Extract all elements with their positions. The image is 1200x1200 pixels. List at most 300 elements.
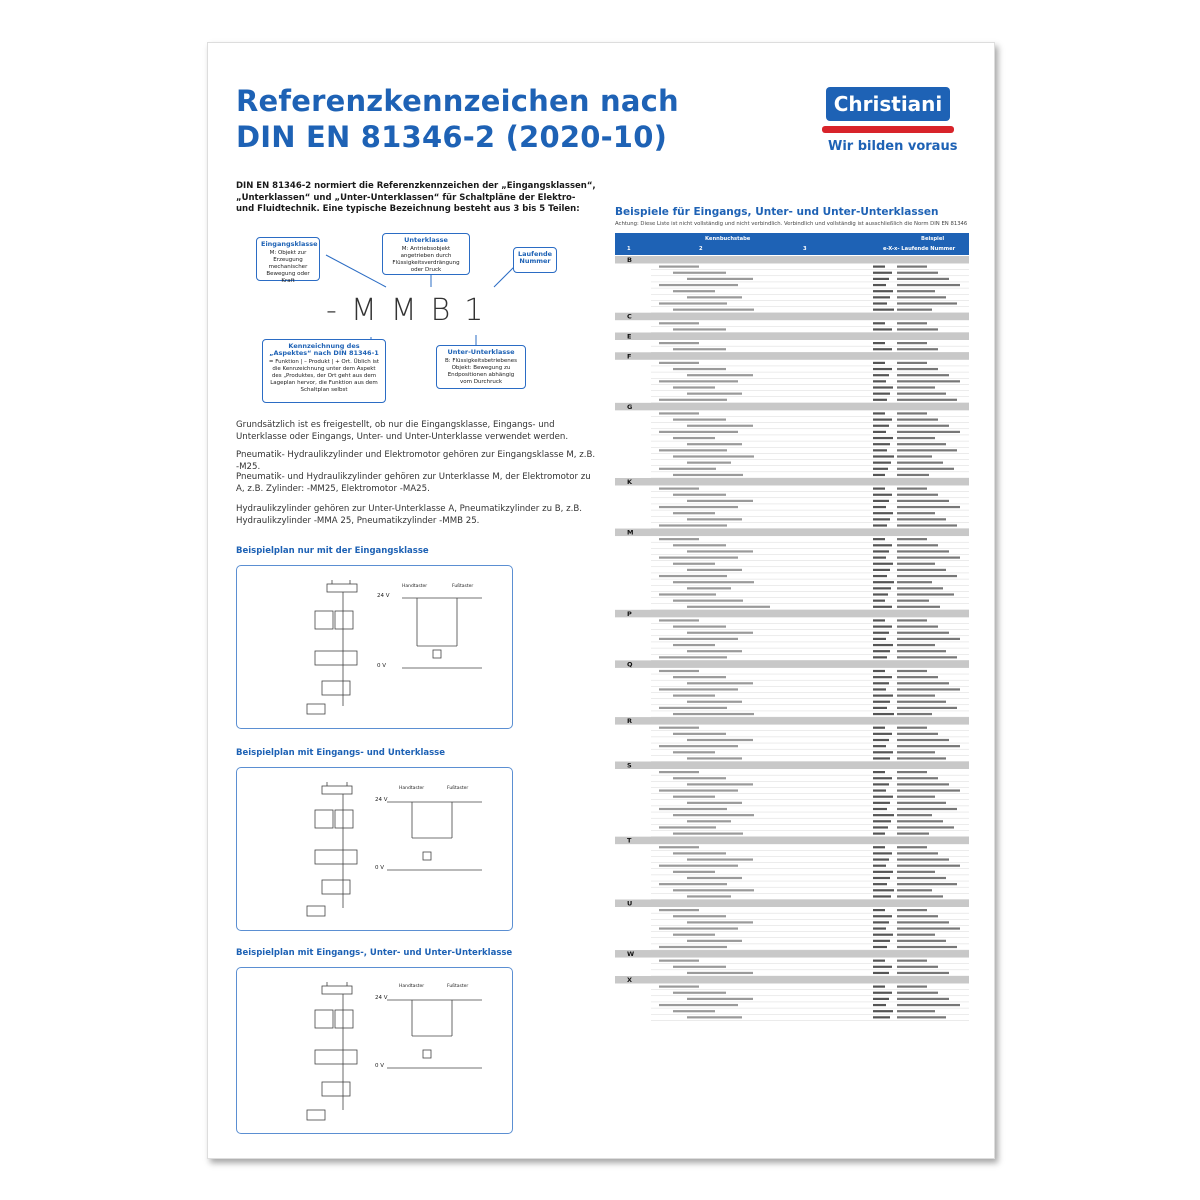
row-text-placeholder [687,998,753,1000]
row-code-placeholder [873,707,887,709]
row-example-placeholder [897,322,927,324]
row-example-placeholder [897,966,938,968]
row-code-placeholder [873,437,893,439]
section-band [615,352,969,360]
row-code-placeholder [873,606,892,608]
row-code-placeholder [873,581,894,583]
row-code-placeholder [873,739,889,741]
row-example-placeholder [897,393,946,395]
row-text-placeholder [687,877,742,879]
head-beispiel: Beispiel [921,236,945,242]
section-band [615,529,969,537]
row-code-placeholder [873,796,893,798]
row-example-placeholder [897,462,943,464]
row-text-placeholder [673,272,726,274]
row-code-placeholder [873,266,885,268]
plan-diagram-2 [236,767,513,931]
laufende-nummer-box: Laufende Nummer [513,247,557,273]
row-code-placeholder [873,328,892,330]
row-text-placeholder [659,619,699,621]
row-example-placeholder [897,296,946,298]
row-code-placeholder [873,946,887,948]
row-code-placeholder [873,600,885,602]
row-code-placeholder [873,455,894,457]
row-example-placeholder [897,518,946,520]
row-code-placeholder [873,889,894,891]
row-text-placeholder [687,632,753,634]
row-text-placeholder [687,518,742,520]
section-band [615,610,969,618]
row-code-placeholder [873,632,889,634]
row-example-placeholder [897,796,935,798]
row-example-placeholder [897,550,949,552]
row-example-placeholder [897,443,946,445]
head-beispiel-sub: e-X-x- Laufende Nummer [883,246,956,252]
row-code-placeholder [873,626,892,628]
row-code-placeholder [873,934,893,936]
row-text-placeholder [687,650,742,652]
row-code-placeholder [873,563,893,565]
reference-code: -MMB1 [326,293,498,328]
row-code-placeholder [873,808,887,810]
row-text-placeholder [673,600,743,602]
intro-text: DIN EN 81346-2 normiert die Referenzkennzeichen der „Eingangsklassen“, „Unterklassen“ und „Unter-Unterklassen“ für Schaltpläne der Elektro- und Fluidtechnik. Eine typische Bezeichnung besteht aus 3 bis 5 Teilen: [236,181,596,214]
row-text-placeholder [673,512,715,514]
row-example-placeholder [897,342,927,344]
row-example-placeholder [897,877,946,879]
plan3-voltage-top: 24 V [375,995,388,1001]
row-example-placeholder [897,802,946,804]
row-example-placeholder [897,707,957,709]
row-code-placeholder [873,727,885,729]
row-code-placeholder [873,619,885,621]
row-text-placeholder [659,431,738,433]
row-text-placeholder [659,909,699,911]
row-text-placeholder [687,425,753,427]
row-code-placeholder [873,927,886,929]
row-text-placeholder [673,368,726,370]
row-example-placeholder [897,946,957,948]
row-text-placeholder [659,488,699,490]
row-text-placeholder [659,524,727,526]
row-example-placeholder [897,650,946,652]
head-col-2: 2 [699,246,703,252]
section-band [615,256,969,264]
row-example-placeholder [897,909,927,911]
row-text-placeholder [687,858,753,860]
section-band [615,313,969,321]
section-band [615,717,969,725]
plan3-voltage-bottom: 0 V [375,1063,385,1069]
row-code-placeholder [873,284,886,286]
row-code-placeholder [873,393,890,395]
row-code-placeholder [873,921,889,923]
row-example-placeholder [897,309,932,311]
row-text-placeholder [659,846,699,848]
row-example-placeholder [897,425,949,427]
row-code-placeholder [873,695,893,697]
row-text-placeholder [659,399,727,401]
row-text-placeholder [673,644,715,646]
row-code-placeholder [873,986,885,988]
row-example-placeholder [897,1016,946,1018]
row-text-placeholder [673,309,754,311]
row-example-placeholder [897,670,927,672]
row-example-placeholder [897,846,927,848]
row-example-placeholder [897,927,960,929]
row-code-placeholder [873,278,889,280]
row-text-placeholder [673,290,715,292]
christiani-logo: Christiani [826,87,950,121]
row-text-placeholder [659,688,738,690]
section-band [615,333,969,341]
head-col-3: 3 [803,246,807,252]
row-text-placeholder [687,701,742,703]
row-example-placeholder [897,921,949,923]
row-text-placeholder [673,581,754,583]
row-example-placeholder [897,290,935,292]
row-example-placeholder [897,638,960,640]
row-text-placeholder [659,1004,738,1006]
row-text-placeholder [687,443,742,445]
table-heading: Beispiele für Eingangs, Unter- und Unter-Unterklassen [615,206,939,218]
row-code-placeholder [873,462,891,464]
row-text-placeholder [673,733,726,735]
row-code-placeholder [873,524,887,526]
plan2-voltage-bottom: 0 V [375,865,385,871]
row-example-placeholder [897,656,957,658]
row-example-placeholder [897,606,940,608]
row-code-placeholder [873,777,892,779]
row-text-placeholder [659,826,716,828]
row-code-placeholder [873,650,890,652]
row-text-placeholder [673,676,726,678]
section-letter: C [627,312,632,321]
eingangsklasse-box: Eingangsklasse M: Objekt zur Erzeugung mechanischer Bewegung oder Kraft [256,237,320,281]
row-code-placeholder [873,488,885,490]
row-example-placeholder [897,494,938,496]
logo-stripe [822,126,954,133]
row-code-placeholder [873,972,889,974]
head-col-1: 1 [627,246,631,252]
row-example-placeholder [897,500,949,502]
paragraph-3: Pneumatik- und Hydraulikzylinder gehören zur Unterklasse M, der Elektromotor zu A, z.B. Zylinder: -MM25, Elektromotor -MA25. [236,472,591,494]
section-band [615,837,969,845]
row-code-placeholder [873,368,892,370]
row-example-placeholder [897,328,938,330]
row-code-placeholder [873,309,894,311]
row-example-placeholder [897,449,957,451]
row-text-placeholder [687,296,742,298]
row-code-placeholder [873,302,887,304]
row-code-placeholder [873,852,892,854]
section-band [615,950,969,958]
row-example-placeholder [897,538,927,540]
row-code-placeholder [873,431,886,433]
row-text-placeholder [687,1016,742,1018]
row-text-placeholder [673,915,726,917]
row-text-placeholder [673,852,726,854]
row-example-placeholder [897,986,927,988]
row-code-placeholder [873,593,888,595]
row-text-placeholder [687,393,742,395]
row-code-placeholder [873,399,887,401]
row-text-placeholder [687,374,753,376]
row-example-placeholder [897,386,935,388]
row-example-placeholder [897,883,957,885]
section-letter: W [627,950,635,959]
section-letter: M [627,528,634,537]
row-code-placeholder [873,272,892,274]
row-code-placeholder [873,877,890,879]
plan1-col2: Fußtaster [452,584,474,589]
row-example-placeholder [897,284,960,286]
row-text-placeholder [659,302,727,304]
row-text-placeholder [687,462,731,464]
row-example-placeholder [897,524,957,526]
section-letter: Q [627,660,633,669]
row-code-placeholder [873,474,885,476]
row-code-placeholder [873,757,890,759]
unter-unterklasse-box: Unter-Unterklasse B: Flüssigkeitsbetriebenes Objekt: Bewegung zu Endpositionen abhängig vom Durchruck [436,345,526,389]
head-kennbuchstabe: Kennbuchstabe [705,236,751,242]
row-example-placeholder [897,512,935,514]
row-example-placeholder [897,789,960,791]
table-note: Achtung: Diese Liste ist nicht vollständig und nicht verbindlich. Verbindlich und vollständig ist ausschließlich die Norm DIN EN 81346 [615,221,968,227]
plan-heading-1: Beispielplan nur mit der Eingangsklasse [236,546,429,556]
row-code-placeholder [873,682,889,684]
row-code-placeholder [873,386,893,388]
plan1-col1: Handtaster [402,584,428,589]
row-text-placeholder [673,751,715,753]
row-text-placeholder [687,278,753,280]
row-code-placeholder [873,348,892,350]
row-text-placeholder [687,820,731,822]
row-example-placeholder [897,972,949,974]
row-text-placeholder [673,992,726,994]
row-text-placeholder [673,695,715,697]
row-example-placeholder [897,302,957,304]
row-example-placeholder [897,751,935,753]
plan1-voltage-top: 24 V [377,593,390,599]
row-example-placeholder [897,557,960,559]
row-code-placeholder [873,1010,893,1012]
section-band [615,762,969,770]
row-example-placeholder [897,626,938,628]
row-code-placeholder [873,998,889,1000]
row-text-placeholder [673,626,726,628]
row-code-placeholder [873,826,888,828]
row-text-placeholder [659,322,699,324]
row-code-placeholder [873,425,889,427]
row-code-placeholder [873,550,889,552]
row-example-placeholder [897,934,935,936]
section-band [615,478,969,486]
row-text-placeholder [659,670,699,672]
row-text-placeholder [687,550,753,552]
row-text-placeholder [687,606,770,608]
row-text-placeholder [659,946,727,948]
row-text-placeholder [687,940,742,942]
row-code-placeholder [873,814,894,816]
row-text-placeholder [687,739,753,741]
row-example-placeholder [897,998,949,1000]
plan3-col1: Handtaster [399,984,425,989]
row-example-placeholder [897,348,938,350]
plan3-col2: Fußtaster [447,984,469,989]
section-letter: K [627,478,633,486]
row-example-placeholder [897,593,954,595]
row-example-placeholder [897,468,954,470]
row-code-placeholder [873,342,885,344]
row-text-placeholder [673,796,715,798]
section-letter: X [627,976,633,984]
row-example-placeholder [897,695,935,697]
row-code-placeholder [873,656,887,658]
row-example-placeholder [897,272,938,274]
row-code-placeholder [873,833,885,835]
row-example-placeholder [897,757,946,759]
row-code-placeholder [873,500,889,502]
row-text-placeholder [673,419,726,421]
row-code-placeholder [873,871,893,873]
row-code-placeholder [873,512,893,514]
row-text-placeholder [659,362,699,364]
row-code-placeholder [873,518,890,520]
page-title: Referenzkennzeichen nach DIN EN 81346-2 (2020-10) [236,84,679,154]
section-letter: P [627,609,632,618]
row-text-placeholder [659,538,699,540]
row-code-placeholder [873,638,886,640]
row-text-placeholder [673,833,743,835]
plan-diagram-1 [236,565,513,729]
row-text-placeholder [659,789,738,791]
row-example-placeholder [897,688,960,690]
row-text-placeholder [673,563,715,565]
row-text-placeholder [687,783,753,785]
row-code-placeholder [873,915,892,917]
row-example-placeholder [897,940,946,942]
row-example-placeholder [897,701,946,703]
row-code-placeholder [873,820,891,822]
row-example-placeholder [897,632,949,634]
row-code-placeholder [873,538,885,540]
row-example-placeholder [897,506,960,508]
row-example-placeholder [897,783,949,785]
row-code-placeholder [873,909,885,911]
row-text-placeholder [659,449,727,451]
row-text-placeholder [687,757,742,759]
row-code-placeholder [873,783,889,785]
row-code-placeholder [873,789,886,791]
row-code-placeholder [873,1004,886,1006]
row-example-placeholder [897,488,927,490]
row-code-placeholder [873,688,886,690]
poster [207,42,995,1159]
row-example-placeholder [897,266,927,268]
row-text-placeholder [659,284,738,286]
row-text-placeholder [659,745,738,747]
row-example-placeholder [897,733,938,735]
plan-diagram-3 [236,967,513,1134]
row-text-placeholder [673,348,726,350]
row-text-placeholder [659,986,699,988]
row-code-placeholder [873,960,885,962]
row-text-placeholder [673,777,726,779]
row-text-placeholder [659,593,716,595]
row-code-placeholder [873,1016,890,1018]
row-text-placeholder [673,889,754,891]
row-code-placeholder [873,362,885,364]
row-example-placeholder [897,474,929,476]
row-text-placeholder [659,927,738,929]
section-letter: U [627,899,633,908]
table-header [615,233,969,255]
row-text-placeholder [673,713,754,715]
row-code-placeholder [873,883,887,885]
row-text-placeholder [659,380,738,382]
row-text-placeholder [659,557,738,559]
row-example-placeholder [897,374,949,376]
row-example-placeholder [897,368,938,370]
section-letter: T [627,836,632,845]
row-text-placeholder [659,865,738,867]
plan2-col2: Fußtaster [447,786,469,791]
paragraph-2: Pneumatik- Hydraulikzylinder und Elektromotor gehören zur Eingangsklasse M, z.B. -M25. [236,450,596,472]
plan-heading-3: Beispielplan mit Eingangs-, Unter- und Unter-Unterklasse [236,948,513,958]
section-band [615,403,969,411]
row-text-placeholder [673,455,754,457]
unterklasse-box: Unterklasse M: Antriebsobjekt angetrieben durch Flüssigkeitsverdrängung oder Druck [382,233,470,275]
row-text-placeholder [687,569,742,571]
row-text-placeholder [659,727,699,729]
row-example-placeholder [897,362,927,364]
row-code-placeholder [873,771,885,773]
row-code-placeholder [873,468,888,470]
paragraph-1: Grundsätzlich ist es freigestellt, ob nur die Eingangsklasse, Eingangs- und Unterklasse oder Eingangs, Unter- und Unter-Unterklasse verwendet werden. [236,420,569,442]
row-code-placeholder [873,587,891,589]
row-code-placeholder [873,846,885,848]
row-example-placeholder [897,431,960,433]
row-text-placeholder [659,771,699,773]
row-example-placeholder [897,808,957,810]
row-text-placeholder [659,412,699,414]
row-example-placeholder [897,563,935,565]
plan2-col1: Handtaster [399,786,425,791]
row-example-placeholder [897,889,932,891]
row-example-placeholder [897,727,927,729]
row-code-placeholder [873,419,892,421]
row-example-placeholder [897,960,927,962]
row-example-placeholder [897,278,949,280]
row-example-placeholder [897,745,960,747]
row-code-placeholder [873,544,892,546]
row-text-placeholder [659,960,699,962]
aspekt-box: Kennzeichnung des „Aspektes“ nach DIN 81346-1 = Funktion | – Produkt | + Ort. Üblich ist die Kennzeichnung unter dem Aspekt des „Produktes, der Ort geht aus dem Lageplan hervor, die Funktion aus dem Schaltplan selbst [262,339,386,403]
row-example-placeholder [897,587,943,589]
row-code-placeholder [873,506,886,508]
row-example-placeholder [897,544,938,546]
row-text-placeholder [673,814,754,816]
row-code-placeholder [873,670,885,672]
row-example-placeholder [897,777,938,779]
row-text-placeholder [673,934,715,936]
row-example-placeholder [897,575,957,577]
row-text-placeholder [659,342,699,344]
plan-heading-2: Beispielplan mit Eingangs- und Unterklasse [236,748,446,758]
table-rows [615,256,969,1156]
row-text-placeholder [659,883,727,885]
